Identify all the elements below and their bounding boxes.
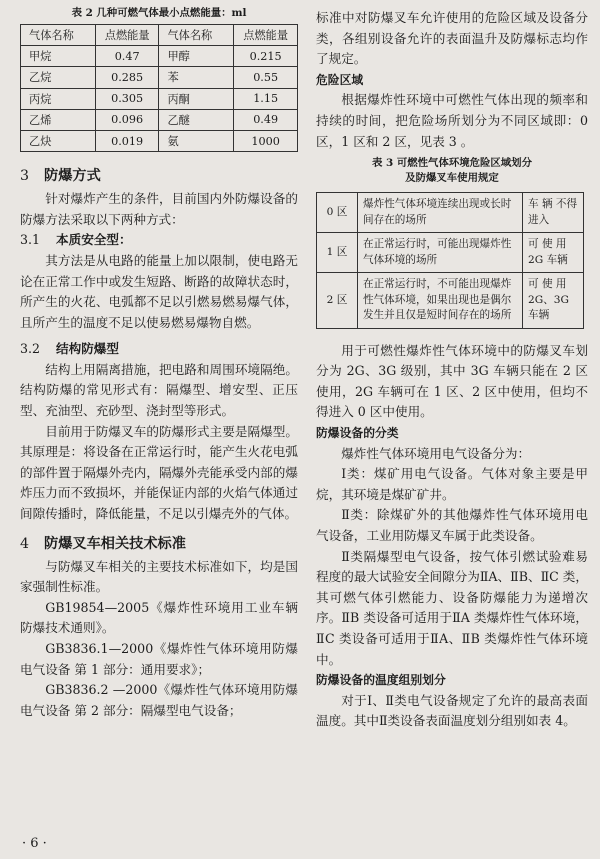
table-cell: 乙炔 bbox=[21, 130, 96, 151]
zone-description: 在正常运行时，可能出现爆炸性气体环境的场所 bbox=[358, 233, 523, 273]
table3-caption-line1: 表 3 可燃性气体环境危险区域划分 bbox=[372, 157, 532, 170]
header-cell: 点燃能量 bbox=[95, 25, 159, 46]
temperature-group-heading: 防爆设备的温度组别划分 bbox=[316, 673, 446, 688]
table-hazard-zones bbox=[316, 192, 584, 329]
table-row bbox=[21, 88, 298, 109]
table-cell: 0.305 bbox=[95, 88, 159, 109]
after-table-text: 用于可燃性爆炸性气体环境中的防爆叉车划分为 2G、3G 级别，其中 3G 车辆只能在 2 区使用，2G 车辆可在 1 区、2 区中使用，但均不得进入 0 区中使用。 bbox=[316, 342, 588, 420]
table-row bbox=[317, 193, 584, 233]
table-cell: 氨 bbox=[159, 130, 234, 151]
table-cell: 1.15 bbox=[234, 88, 298, 109]
table-cell: 0.55 bbox=[234, 67, 298, 88]
table-cell: 甲醇 bbox=[159, 46, 234, 67]
class-2-text: Ⅱ类：除煤矿外的其他爆炸性气体环境用电气设备，工业用防爆叉车属于此类设备。 bbox=[316, 507, 588, 543]
table-cell: 甲烷 bbox=[21, 46, 96, 67]
section-3-1-heading: 3.1 本质安全型： bbox=[20, 232, 132, 248]
table-row bbox=[21, 109, 298, 130]
section-3-2-heading: 3.2 结构防爆型 bbox=[20, 341, 119, 357]
standard-gb19854: GB19854—2005《爆炸性环境用工业车辆防爆技术通则》。 bbox=[20, 599, 298, 636]
class-2-subclass-text: Ⅱ类隔爆型电气设备，按气体引燃试验难易程度的最大试验安全间隙分为ⅡA、ⅡB、ⅡC 类，其可燃气体引燃能力、设备防爆能力为递增次序。ⅡB 类设备可适用于ⅡA 类爆炸性气体环境，ⅡC 类设备可适用于ⅡA、ⅡB 类爆炸性气体环境中。 bbox=[316, 548, 588, 667]
classification-intro: 爆炸性气体环境用电气设备分为： bbox=[341, 445, 531, 461]
table-cell: 丙烷 bbox=[21, 88, 96, 109]
danger-zone-heading: 危险区域 bbox=[316, 72, 364, 87]
table-cell: 丙酮 bbox=[159, 88, 234, 109]
section-3-heading: 3 防爆方式 bbox=[20, 168, 101, 185]
table-cell: 0.096 bbox=[95, 109, 159, 130]
table-row bbox=[21, 46, 298, 67]
zone-description: 在正常运行时，不可能出现爆炸性气体环境，如果出现也是偶尔发生并且仅是短时间存在的场所 bbox=[358, 273, 523, 329]
zone-usage: 车 辆 不得进入 bbox=[523, 193, 584, 233]
table-cell: 乙烷 bbox=[21, 67, 96, 88]
zone-usage: 可 使 用 2G、3G 车辆 bbox=[523, 273, 584, 329]
classification-heading: 防爆设备的分类 bbox=[316, 426, 399, 441]
zone-usage: 可 使 用 2G 车辆 bbox=[523, 233, 584, 273]
table-cell: 苯 bbox=[159, 67, 234, 88]
section-3-2-text-1: 结构上用隔离措施，把电路和周围环境隔绝。结构防爆的常见形式有：隔爆型、增安型、正压型、充油型、充砂型、浇封型等形式。 bbox=[20, 361, 298, 419]
table-min-ignition-energy bbox=[20, 24, 298, 152]
right-column bbox=[316, 0, 588, 732]
section-4-intro: 与防爆叉车相关的主要技术标准如下，均是国家强制性标准。 bbox=[20, 558, 298, 595]
page-number: · 6 · bbox=[22, 836, 47, 851]
table2-caption: 表 2 几种可燃气体最小点燃能量：ml bbox=[71, 7, 247, 19]
table-cell: 1000 bbox=[234, 130, 298, 151]
table-cell: 0.285 bbox=[95, 67, 159, 88]
section-3-2-text-2: 目前用于防爆叉车的防爆形式主要是隔爆型。其原理是：将设备在正常运行时，能产生火花电弧的部件置于隔爆外壳内，隔爆外壳能承受内部的爆炸压力而不致损坏，并能保证内部的火焰气体通过间隙传播时，降低能量，不足以引爆壳外的气体。 bbox=[20, 423, 298, 522]
left-column bbox=[20, 0, 298, 721]
table3-caption-line2: 及防爆叉车使用规定 bbox=[405, 172, 499, 185]
table-cell: 0.215 bbox=[234, 46, 298, 67]
zone-cell: 1 区 bbox=[317, 233, 358, 273]
table-header-row bbox=[21, 25, 298, 46]
danger-zone-text: 根据爆炸性环境中可燃性气体出现的频率和持续的时间，把危险场所划分为不同区域即：0 区，1 区和 2 区，见表 3 。 bbox=[316, 92, 588, 149]
table-cell: 乙烯 bbox=[21, 109, 96, 130]
table-row bbox=[317, 273, 584, 329]
zone-description: 爆炸性气体环境连续出现或长时间存在的场所 bbox=[358, 193, 523, 233]
table-cell: 0.49 bbox=[234, 109, 298, 130]
header-cell: 点燃能量 bbox=[234, 25, 298, 46]
table-cell: 乙醚 bbox=[159, 109, 234, 130]
class-1-text: Ⅰ类：煤矿用电气设备。气体对象主要是甲烷，其环境是煤矿矿井。 bbox=[316, 466, 588, 502]
standard-gb3836-2: GB3836.2 —2000《爆炸性气体环境用防爆电气设备 第 2 部分：隔爆型电气设备； bbox=[20, 682, 298, 718]
section-3-1-text: 其方法是从电路的能量上加以限制，使电路无论在正常工作中或发生短路、断路的故障状态时，所产生的火花、电弧都不足以引燃易燃易爆气体，且所产生的温度不足以使易燃易爆物自燃。 bbox=[20, 252, 298, 330]
section-3-intro: 针对爆炸产生的条件，目前国内外防爆设备的防爆方法采取以下两种方式： bbox=[20, 191, 298, 227]
table-cell: 0.47 bbox=[95, 46, 159, 67]
zone-cell: 0 区 bbox=[317, 193, 358, 233]
zone-cell: 2 区 bbox=[317, 273, 358, 329]
temperature-group-text: 对于Ⅰ、Ⅱ类电气设备规定了允许的最高表面温度。其中Ⅱ类设备表面温度划分组别如表 4。 bbox=[316, 692, 588, 729]
header-cell: 气体名称 bbox=[21, 25, 96, 46]
table-cell: 0.019 bbox=[95, 130, 159, 151]
continued-text: 标准中对防爆叉车允许使用的危险区域及设备分类，各组别设备允许的表面温升及防爆标志均作了规定。 bbox=[316, 10, 588, 67]
header-cell: 气体名称 bbox=[159, 25, 234, 46]
section-4-heading: 4 防爆叉车相关技术标准 bbox=[20, 535, 186, 552]
standard-gb3836-1: GB3836.1—2000《爆炸性气体环境用防爆电气设备 第 1 部分：通用要求》； bbox=[20, 641, 298, 677]
table-row bbox=[317, 233, 584, 273]
table-row bbox=[21, 130, 298, 151]
table-row bbox=[21, 67, 298, 88]
